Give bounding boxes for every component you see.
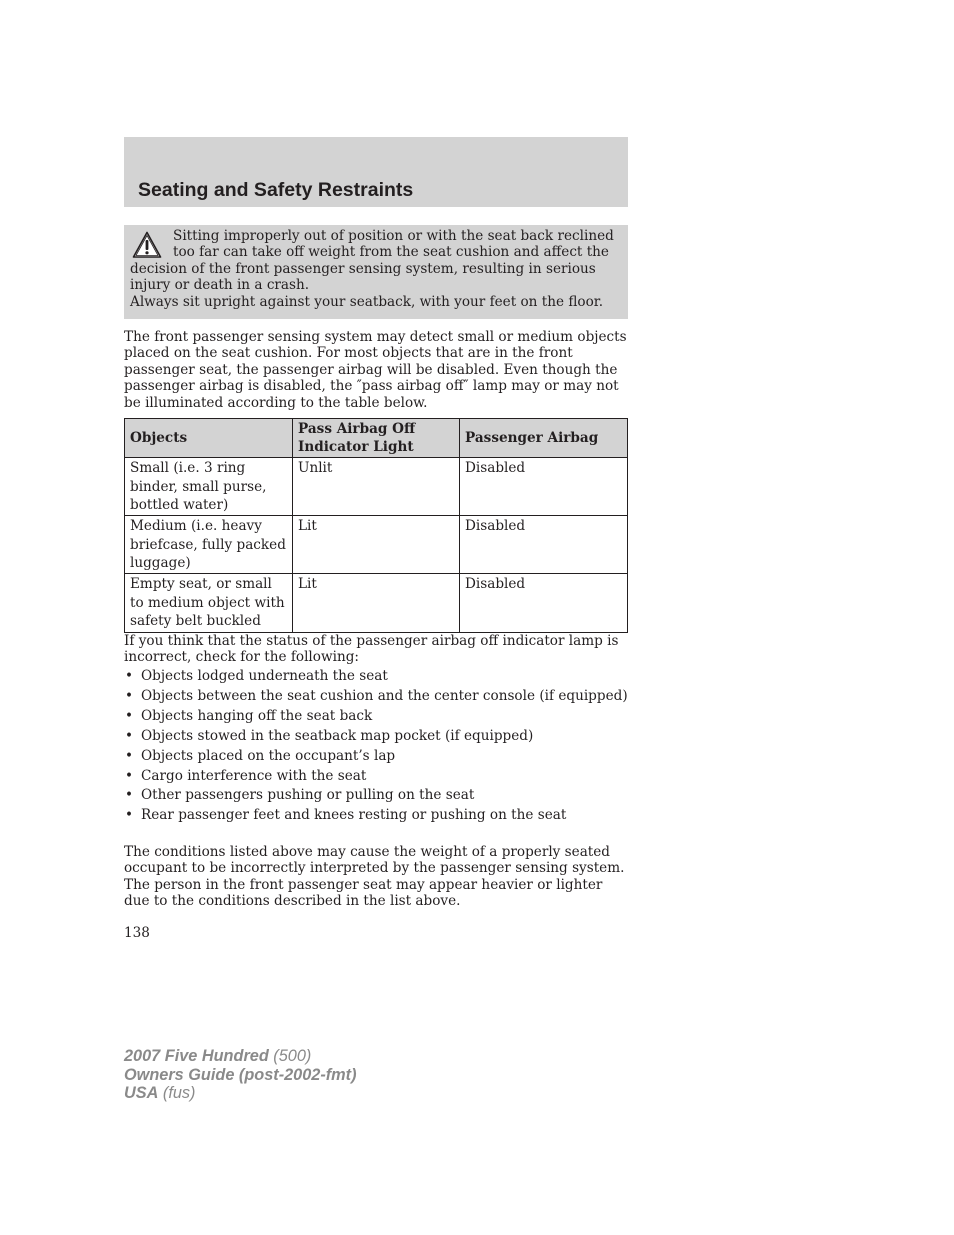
bullet-icon: • [125, 668, 134, 684]
footer-line-guide: Owners Guide (post-2002-fmt) [124, 1065, 357, 1084]
table-cell: Disabled [460, 574, 628, 633]
list-item-text: Objects hanging off the seat back [141, 707, 373, 724]
table-cell: Unlit [293, 458, 460, 516]
table-row [125, 516, 628, 574]
table-cell: Disabled [460, 458, 628, 516]
intro-paragraph: The front passenger sensing system may detect small or medium objects placed on the seat cushion. For most objects that are in the front passenger seat, the passenger airbag will be disabled. Even though the passenger airbag is disabled, the ″pass airbag off″ lamp may or may not be illuminated according to the table below. [124, 329, 627, 411]
bullet-icon: • [125, 747, 134, 764]
bullet-icon: • [125, 807, 134, 824]
table-cell: Lit [293, 574, 460, 633]
table-cell: Lit [293, 516, 460, 574]
bullet-icon: • [125, 767, 134, 784]
footer-line-model: 2007 Five Hundred (500) [124, 1047, 312, 1065]
list-item-text: Rear passenger feet and knees resting or pushing on the seat [141, 807, 567, 824]
list-item-text: Objects placed on the occupant’s lap [141, 747, 396, 764]
list-item-text: Objects stowed in the seatback map pocket (if equipped) [141, 727, 534, 744]
bullet-icon: • [125, 687, 134, 704]
list-item [124, 787, 628, 803]
warning-advice: Always sit upright against your seatback, with your feet on the floor. [130, 293, 604, 310]
table-row [125, 458, 628, 516]
table-header-row [125, 419, 628, 458]
list-item [124, 668, 628, 684]
warning-text [130, 228, 616, 310]
table-cell: Small (i.e. 3 ring binder, small purse, bottled water) [125, 458, 293, 516]
closing-paragraph: The conditions listed above may cause the weight of a properly seated occupant to be incorrectly interpreted by the passenger sensing system. The person in the front passenger seat may appear heavier or lighter due to the conditions described in the list above. [124, 844, 625, 910]
warning-paragraph: Sitting improperly out of position or with the seat back reclined too far can take off weight from the seat cushion and affect the decision of the front passenger sensing system, resulting in serious injury or death in a crash. [130, 228, 614, 294]
table-header-indicator-light: Pass Airbag Off Indicator Light [293, 419, 460, 458]
list-item-text: Cargo interference with the seat [141, 767, 367, 784]
airbag-status-table [124, 418, 628, 633]
section-title: Seating and Safety Restraints [138, 179, 414, 201]
footer-line-market: USA (fus) [124, 1084, 196, 1102]
check-intro-paragraph: If you think that the status of the passenger airbag off indicator lamp is incorrect, check for the following: [124, 633, 619, 666]
section-header [124, 137, 628, 207]
bullet-icon: • [125, 787, 134, 804]
bullet-icon: • [125, 707, 134, 724]
check-list [124, 668, 628, 827]
list-item [124, 768, 628, 784]
list-item [124, 688, 628, 704]
table-cell: Empty seat, or small to medium object with safety belt buckled [125, 574, 293, 633]
list-item [124, 807, 628, 823]
bullet-icon: • [125, 727, 134, 744]
page-number: 138 [124, 925, 150, 941]
warning-box [124, 225, 628, 319]
list-item-text: Objects between the seat cushion and the center console (if equipped) [141, 687, 628, 704]
list-item [124, 728, 628, 744]
table-header-passenger-airbag: Passenger Airbag [460, 419, 628, 458]
table-row [125, 574, 628, 633]
list-item [124, 748, 628, 764]
list-item [124, 708, 628, 724]
table-cell: Disabled [460, 516, 628, 574]
document-footer [124, 1047, 357, 1103]
table-header-objects: Objects [125, 419, 293, 458]
list-item-text: Other passengers pushing or pulling on the seat [141, 787, 475, 804]
table-cell: Medium (i.e. heavy briefcase, fully packed luggage) [125, 516, 293, 574]
list-item-text: Objects lodged underneath the seat [141, 668, 388, 684]
